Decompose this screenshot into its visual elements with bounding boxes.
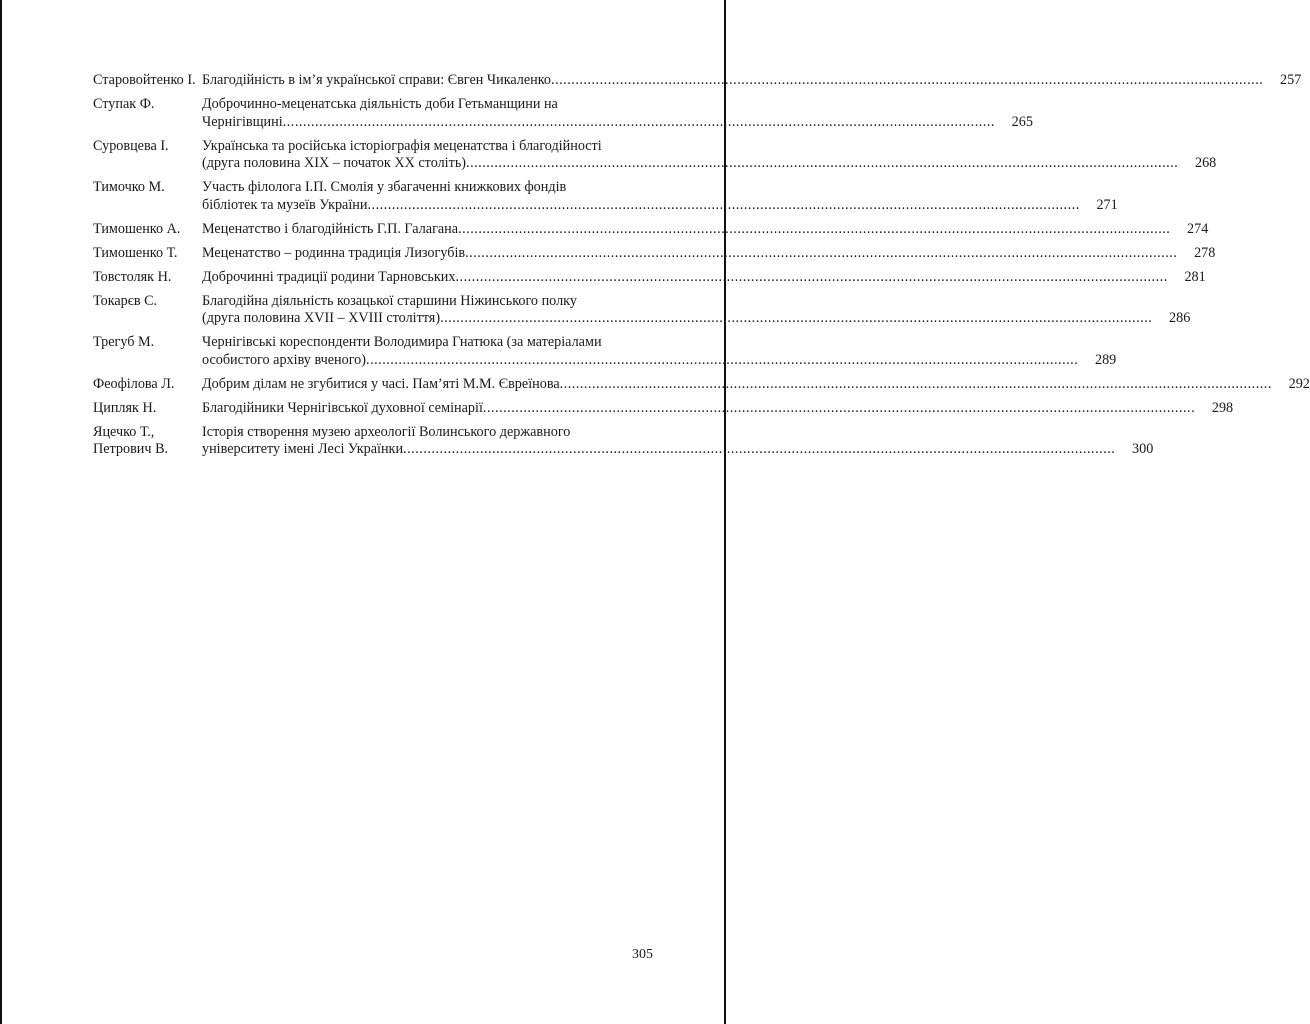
- dot-leader: [560, 376, 1272, 394]
- toc-title-last-line: [202, 155, 1216, 173]
- toc-author: Товстоляк Н.: [93, 268, 172, 285]
- toc-page-number: 265: [1011, 113, 1033, 130]
- toc-entry: [93, 399, 1234, 418]
- toc-page-number: 257: [1280, 72, 1302, 88]
- toc-title-line: (друга половина XVII – XVIII століття): [202, 310, 441, 326]
- toc-title-line: Благодійники Чернігівської духовної семінарії: [202, 399, 483, 416]
- toc-author: Тимошенко А.: [93, 220, 181, 237]
- toc-title-line: бібліотек та музеїв України: [202, 196, 368, 213]
- toc-title-last-line: [202, 400, 1233, 418]
- toc-title-line: Чернігівські кореспонденти Володимира Гнатюка (за матеріалами: [202, 334, 602, 350]
- toc-title-line: Доброчинні традиції родини Тарновських: [202, 268, 456, 285]
- toc-title: [202, 138, 1216, 173]
- toc-page-number: 281: [1184, 268, 1206, 285]
- toc-author: Старовойтенко І.: [93, 72, 196, 88]
- toc-title-last-line: [202, 376, 1310, 394]
- toc-title-line: Добрим ділам не згубитися у часі. Пам’яті М.М. Євреїнова: [202, 375, 560, 392]
- dot-leader: [403, 441, 1115, 459]
- toc-page-number: 292: [1288, 375, 1310, 392]
- toc-title-line: Благодійність в ім’я української справи: Євген Чикаленко: [202, 72, 552, 88]
- toc-author: Яцечко Т., Петрович В.: [93, 423, 169, 457]
- toc-title: [202, 293, 1190, 328]
- page-number: 305: [632, 947, 653, 962]
- toc-title: [202, 221, 1208, 239]
- toc-author: Тимошенко Т.: [93, 244, 178, 261]
- toc-author: Ципляк Н.: [93, 399, 157, 416]
- toc-page-number: 300: [1132, 441, 1154, 457]
- toc-title-line: Українська та російська історіографія меценатства і благодійності: [202, 137, 602, 154]
- dot-leader: [367, 197, 1079, 215]
- toc-author: Ступак Ф.: [93, 96, 155, 112]
- toc-title: [202, 72, 1301, 90]
- toc-entry: [93, 268, 1206, 287]
- toc-title-line: Чернігівщині: [202, 113, 283, 130]
- toc-entry: [93, 220, 1209, 239]
- toc-title: [202, 245, 1215, 263]
- toc-page-number: 271: [1096, 196, 1118, 213]
- dot-leader: [466, 155, 1178, 173]
- toc-title: [202, 376, 1310, 394]
- toc-title: [202, 424, 1153, 459]
- toc-title-last-line: [202, 72, 1301, 90]
- toc-author: Трегуб М.: [93, 334, 155, 350]
- toc-title-last-line: [202, 441, 1153, 459]
- toc-title-line: Меценатство – родинна традиція Лизогубів: [202, 244, 466, 261]
- toc-title-last-line: [202, 221, 1208, 239]
- toc-page-number: 278: [1194, 244, 1216, 261]
- toc-title-line: Участь філолога І.П. Смолія у збагаченні книжкових фондів: [202, 179, 567, 195]
- toc-title: [202, 334, 1116, 369]
- toc-title: [202, 400, 1233, 418]
- toc-author: Токарєв С.: [93, 292, 158, 309]
- toc-page-number: 289: [1094, 351, 1117, 368]
- toc-entry: [93, 334, 1117, 369]
- toc-page-number: 274: [1187, 220, 1209, 237]
- dot-leader: [465, 245, 1177, 263]
- toc-page-number: 298: [1211, 399, 1234, 416]
- toc-entry: [93, 179, 1118, 214]
- toc-entry: [93, 72, 1302, 90]
- toc-entry: [93, 96, 1033, 131]
- toc-title-last-line: [202, 245, 1215, 263]
- table-of-contents: [93, 72, 1310, 465]
- toc-title-line: особистого архіву вченого): [202, 351, 367, 368]
- dot-leader: [283, 114, 995, 132]
- toc-entry: [93, 423, 1154, 459]
- toc-title: [202, 269, 1206, 287]
- dot-leader: [455, 269, 1167, 287]
- toc-entry: [93, 292, 1191, 328]
- toc-title: [202, 179, 1118, 214]
- toc-title-last-line: [202, 352, 1116, 370]
- toc-author: Тимочко М.: [93, 179, 165, 195]
- toc-title-line: Благодійна діяльність козацької старшини Ніжинського полку: [202, 292, 577, 309]
- toc-title-last-line: [202, 269, 1206, 287]
- toc-title: [202, 96, 1033, 131]
- toc-author: Феофілова Л.: [93, 375, 175, 392]
- toc-title-line: університету імені Лесі Українки: [202, 441, 404, 457]
- toc-title-line: Доброчинно-меценатська діяльність доби Гетьманщини на: [202, 96, 558, 112]
- toc-title-line: Історія створення музею археології Волинського державного: [202, 423, 571, 440]
- toc-entry: [93, 375, 1310, 394]
- toc-title-line: Меценатство і благодійність Г.П. Галагана: [202, 220, 459, 237]
- toc-entry: [93, 137, 1217, 173]
- dot-leader: [483, 400, 1195, 418]
- toc-title-last-line: [202, 114, 1033, 132]
- dot-leader: [458, 221, 1170, 239]
- toc-title-last-line: [202, 197, 1118, 215]
- dot-leader: [366, 352, 1078, 370]
- dot-leader: [551, 72, 1263, 90]
- toc-title-last-line: [202, 310, 1190, 328]
- toc-page-number: 268: [1194, 155, 1217, 171]
- toc-entry: [93, 244, 1216, 263]
- dot-leader: [440, 310, 1152, 328]
- toc-title-line: (друга половина XIX – початок XX століть): [202, 155, 467, 171]
- toc-page-number: 286: [1169, 310, 1191, 326]
- toc-author: Суровцева І.: [93, 137, 169, 154]
